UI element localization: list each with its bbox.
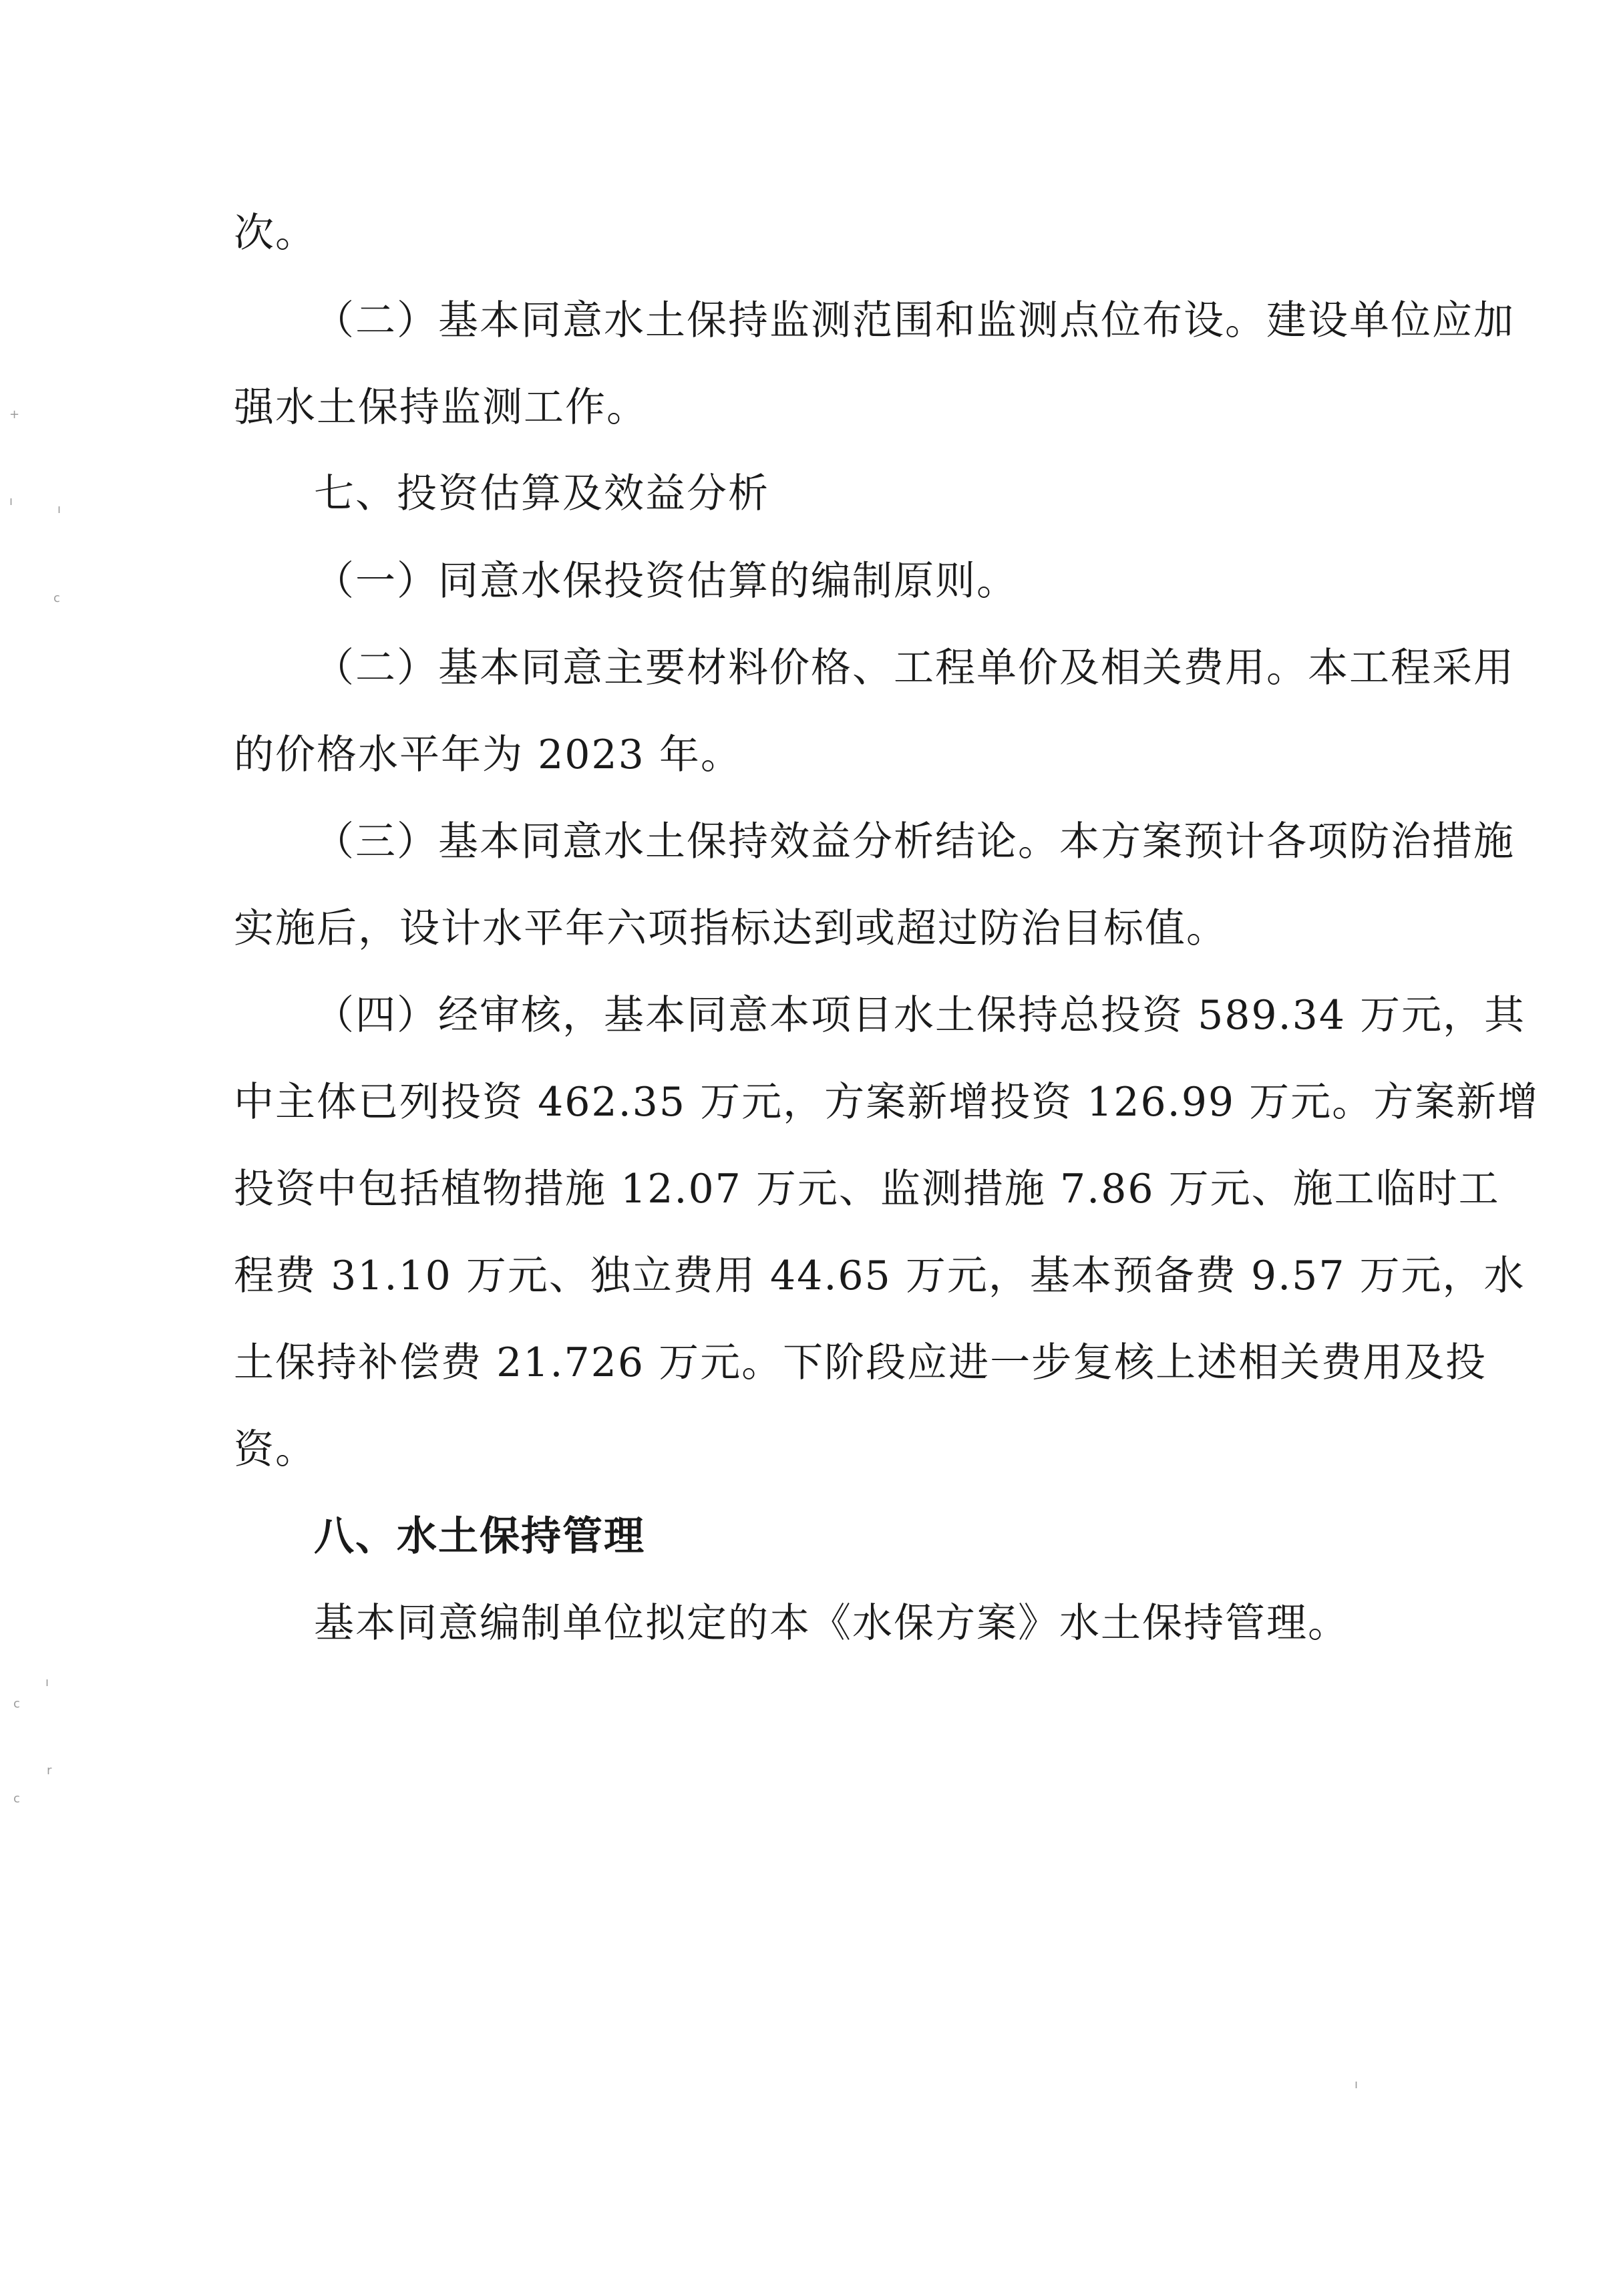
- paragraph-line: 投资中包括植物措施 12.07 万元、监测措施 7.86 万元、施工临时工: [234, 1166, 1500, 1212]
- scan-artifact: ı: [1355, 2078, 1359, 2092]
- paragraph-line: （三）基本同意水土保持效益分析结论。本方案预计各项防治措施: [314, 818, 1515, 865]
- scan-artifact: ı: [9, 494, 13, 508]
- paragraph-line: 中主体已列投资 462.35 万元，方案新增投资 126.99 万元。方案新增: [234, 1079, 1540, 1126]
- scan-artifact: c: [53, 591, 60, 605]
- scan-artifact: ı: [57, 502, 61, 516]
- scan-artifact: r: [47, 1764, 52, 1778]
- scan-artifact: c: [13, 1697, 20, 1711]
- scan-artifact: +: [9, 407, 20, 422]
- paragraph-line: 资。: [234, 1426, 317, 1473]
- section-heading: 七、投资估算及效益分析: [314, 470, 769, 517]
- paragraph-line: 的价格水平年为 2023 年。: [234, 731, 742, 778]
- scan-artifact: ı: [45, 1675, 49, 1689]
- paragraph-line: 实施后，设计水平年六项指标达到或超过防治目标值。: [234, 905, 1228, 952]
- paragraph-line: （二）基本同意主要材料价格、工程单价及相关费用。本工程采用: [314, 645, 1515, 691]
- paragraph-line: （二）基本同意水土保持监测范围和监测点位布设。建设单位应加: [314, 297, 1515, 344]
- paragraph-line: 基本同意编制单位拟定的本《水保方案》水土保持管理。: [314, 1600, 1349, 1647]
- paragraph-line: （四）经审核，基本同意本项目水土保持总投资 589.34 万元，其: [314, 992, 1526, 1039]
- paragraph-line: 次。: [234, 210, 317, 257]
- paragraph-line: 强水土保持监测工作。: [234, 384, 648, 431]
- paragraph-line: 程费 31.10 万元、独立费用 44.65 万元，基本预备费 9.57 万元，水: [234, 1253, 1526, 1299]
- section-heading: 八、水土保持管理: [314, 1513, 645, 1560]
- paragraph-line: 土保持补偿费 21.726 万元。下阶段应进一步复核上述相关费用及投: [234, 1339, 1487, 1386]
- scan-artifact: c: [13, 1792, 20, 1806]
- paragraph-line: （一）同意水保投资估算的编制原则。: [314, 558, 1018, 605]
